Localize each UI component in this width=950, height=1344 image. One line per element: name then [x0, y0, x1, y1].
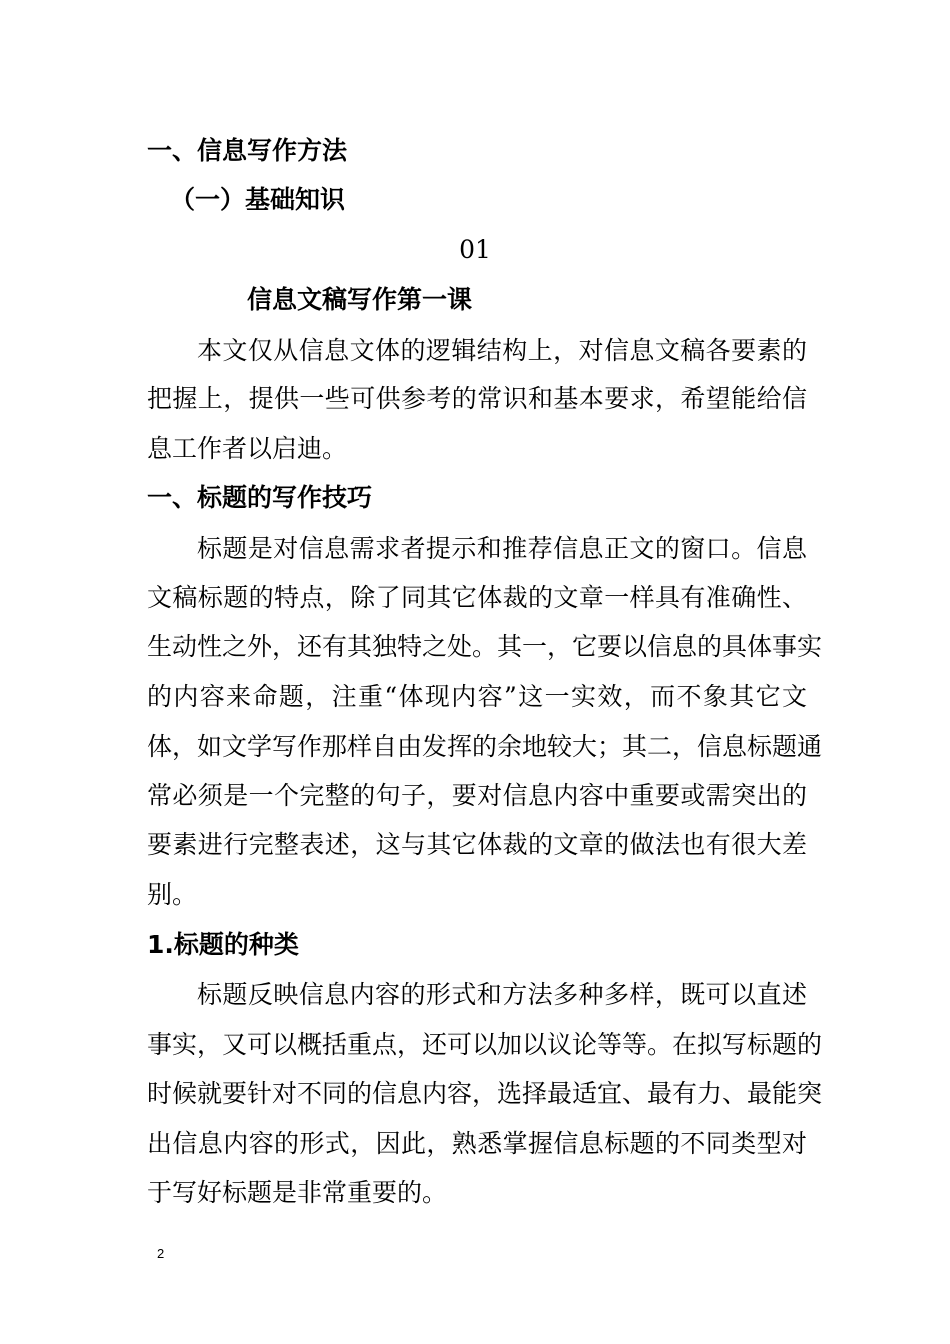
section-para-line-6: 常必须是一个完整的句子，要对信息内容中重要或需突出的 [147, 781, 807, 810]
section-para-line-5: 体，如文学写作那样自由发挥的余地较大；其二，信息标题通 [147, 732, 823, 761]
subsection-para-line-5: 于写好标题是非常重要的。 [147, 1178, 448, 1207]
section-para-line-2: 文稿标题的特点，除了同其它体裁的文章一样具有准确性、 [147, 583, 807, 612]
subsection-para-line-1: 标题反映信息内容的形式和方法多种多样，既可以直述 [197, 980, 807, 1009]
section-para-line-3: 生动性之外，还有其独特之处。其一，它要以信息的具体事实 [147, 632, 823, 661]
subsection-para-line-2: 事实，又可以概括重点，还可以加以议论等等。在拟写标题的 [147, 1030, 823, 1059]
subsection-para-line-3: 时候就要针对不同的信息内容，选择最适宜、最有力、最能突 [147, 1079, 823, 1108]
section-para-line-4: 的内容来命题，注重“体现内容”这一实效，而不象其它文 [147, 682, 807, 711]
intro-line-2: 把握上，提供一些可供参考的常识和基本要求，希望能给信 [147, 384, 807, 413]
page-number: 2 [157, 1246, 165, 1261]
heading-level1: 一、信息写作方法 [147, 136, 348, 165]
section-para-line-8: 别。 [147, 880, 198, 909]
intro-line-1: 本文仅从信息文体的逻辑结构上，对信息文稿各要素的 [197, 336, 807, 365]
subsection-para-line-4: 出信息内容的形式，因此，熟悉掌握信息标题的不同类型对 [147, 1129, 807, 1158]
section-number: 01 [459, 235, 491, 264]
article-title: 信息文稿写作第一课 [247, 285, 473, 314]
section-para-line-1: 标题是对信息需求者提示和推荐信息正文的窗口。信息 [197, 534, 807, 563]
section-heading: 一、标题的写作技巧 [147, 483, 373, 512]
section-para-line-7: 要素进行完整表述，这与其它体裁的文章的做法也有很大差 [147, 830, 807, 859]
intro-line-3: 息工作者以启迪。 [147, 434, 348, 463]
subsection-heading: 1.标题的种类 [147, 930, 299, 959]
heading-level2: （一）基础知识 [170, 185, 346, 214]
